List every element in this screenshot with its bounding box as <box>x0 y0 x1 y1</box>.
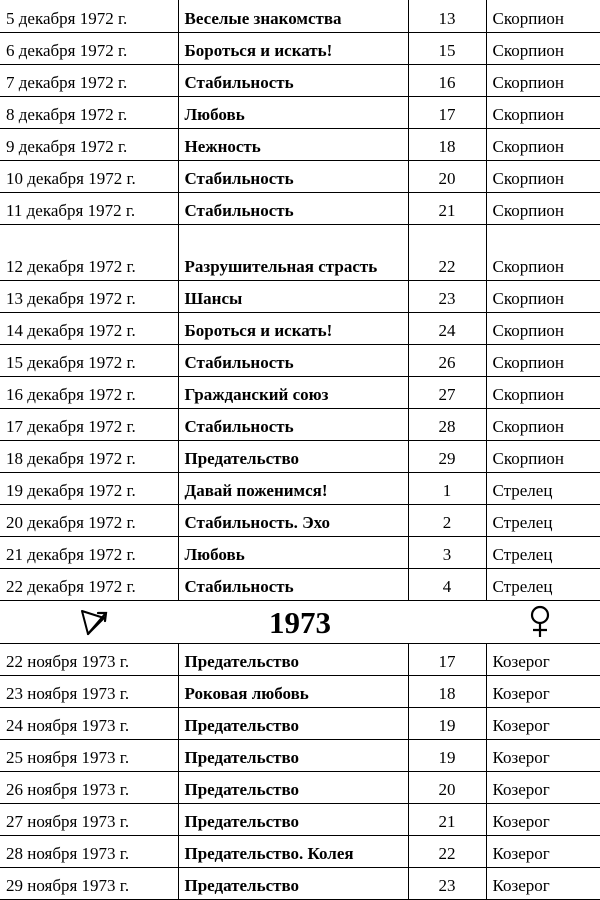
title-cell: Предательство <box>178 707 408 739</box>
sign-cell: Козерог <box>486 803 600 835</box>
title-cell: Нежность <box>178 128 408 160</box>
number-cell: 17 <box>408 643 486 675</box>
table-row <box>0 96 600 128</box>
title-cell: Бороться и искать! <box>178 32 408 64</box>
number-cell: 20 <box>408 771 486 803</box>
year-label: 1973 <box>269 604 331 640</box>
date-cell: 26 ноября 1973 г. <box>0 771 178 803</box>
number-cell: 21 <box>408 192 486 224</box>
number-cell: 23 <box>408 867 486 899</box>
table-row <box>0 739 600 771</box>
date-cell: 27 ноября 1973 г. <box>0 803 178 835</box>
date-cell: 22 декабря 1972 г. <box>0 568 178 600</box>
sign-cell: Скорпион <box>486 160 600 192</box>
sign-cell: Скорпион <box>486 376 600 408</box>
date-cell: 25 ноября 1973 г. <box>0 739 178 771</box>
date-cell: 20 декабря 1972 г. <box>0 504 178 536</box>
date-cell: 16 декабря 1972 г. <box>0 376 178 408</box>
table-row <box>0 0 600 32</box>
sign-cell: Козерог <box>486 739 600 771</box>
table-row <box>0 675 600 707</box>
table-row <box>0 568 600 600</box>
title-cell: Предательство <box>178 643 408 675</box>
title-cell: Предательство <box>178 440 408 472</box>
date-cell: 13 декабря 1972 г. <box>0 280 178 312</box>
number-cell: 18 <box>408 675 486 707</box>
title-cell: Предательство <box>178 739 408 771</box>
title-cell: Давай поженимся! <box>178 472 408 504</box>
title-cell: Стабильность <box>178 568 408 600</box>
table-row <box>0 867 600 899</box>
date-cell: 23 ноября 1973 г. <box>0 675 178 707</box>
sign-cell: Стрелец <box>486 504 600 536</box>
sign-cell: Скорпион <box>486 440 600 472</box>
title-cell: Шансы <box>178 280 408 312</box>
sign-cell: Скорпион <box>486 280 600 312</box>
number-cell: 19 <box>408 739 486 771</box>
title-cell: Стабильность <box>178 192 408 224</box>
number-cell: 21 <box>408 803 486 835</box>
sign-cell: Скорпион <box>486 64 600 96</box>
date-cell: 22 ноября 1973 г. <box>0 643 178 675</box>
table-row <box>0 440 600 472</box>
table-row <box>0 408 600 440</box>
number-cell: 4 <box>408 568 486 600</box>
table-row <box>0 504 600 536</box>
title-cell: Стабильность <box>178 64 408 96</box>
table-row <box>0 376 600 408</box>
sign-cell: Стрелец <box>486 472 600 504</box>
sign-cell: Скорпион <box>486 192 600 224</box>
sign-cell: Скорпион <box>486 96 600 128</box>
title-cell: Бороться и искать! <box>178 312 408 344</box>
sign-cell: Козерог <box>486 675 600 707</box>
title-cell: Стабильность <box>178 160 408 192</box>
venus-symbol-icon <box>528 605 552 639</box>
date-cell: 5 декабря 1972 г. <box>0 0 178 32</box>
sign-cell: Стрелец <box>486 568 600 600</box>
number-cell: 13 <box>408 0 486 32</box>
date-cell: 10 декабря 1972 г. <box>0 160 178 192</box>
date-cell: 7 декабря 1972 г. <box>0 64 178 96</box>
title-cell: Предательство <box>178 867 408 899</box>
table-row <box>0 312 600 344</box>
sign-cell: Скорпион <box>486 0 600 32</box>
table-row <box>0 224 600 280</box>
table-row <box>0 771 600 803</box>
date-cell: 28 ноября 1973 г. <box>0 835 178 867</box>
date-cell: 12 декабря 1972 г. <box>0 224 178 280</box>
table-row <box>0 536 600 568</box>
sign-cell: Козерог <box>486 643 600 675</box>
date-cell: 15 декабря 1972 г. <box>0 344 178 376</box>
title-cell: Стабильность <box>178 408 408 440</box>
number-cell: 18 <box>408 128 486 160</box>
title-cell: Предательство <box>178 771 408 803</box>
title-cell: Стабильность <box>178 344 408 376</box>
table-row <box>0 32 600 64</box>
number-cell: 16 <box>408 64 486 96</box>
title-cell: Роковая любовь <box>178 675 408 707</box>
sign-cell: Козерог <box>486 835 600 867</box>
date-cell: 24 ноября 1973 г. <box>0 707 178 739</box>
number-cell: 22 <box>408 224 486 280</box>
table-row <box>0 803 600 835</box>
title-cell: Гражданский союз <box>178 376 408 408</box>
title-cell: Разрушительная страсть <box>178 224 408 280</box>
date-cell: 18 декабря 1972 г. <box>0 440 178 472</box>
title-cell: Веселые знакомства <box>178 0 408 32</box>
sign-cell: Скорпион <box>486 344 600 376</box>
date-cell: 21 декабря 1972 г. <box>0 536 178 568</box>
number-cell: 2 <box>408 504 486 536</box>
date-cell: 14 декабря 1972 г. <box>0 312 178 344</box>
number-cell: 26 <box>408 344 486 376</box>
number-cell: 22 <box>408 835 486 867</box>
number-cell: 23 <box>408 280 486 312</box>
number-cell: 1 <box>408 472 486 504</box>
sign-cell: Скорпион <box>486 408 600 440</box>
number-cell: 3 <box>408 536 486 568</box>
table-row <box>0 128 600 160</box>
sign-cell: Козерог <box>486 771 600 803</box>
number-cell: 28 <box>408 408 486 440</box>
title-cell: Любовь <box>178 96 408 128</box>
date-cell: 19 декабря 1972 г. <box>0 472 178 504</box>
sign-cell: Скорпион <box>486 32 600 64</box>
number-cell: 15 <box>408 32 486 64</box>
number-cell: 19 <box>408 707 486 739</box>
date-cell: 29 ноября 1973 г. <box>0 867 178 899</box>
table-row <box>0 707 600 739</box>
table-row <box>0 160 600 192</box>
sign-cell: Козерог <box>486 867 600 899</box>
table-row <box>0 192 600 224</box>
title-cell: Стабильность. Эхо <box>178 504 408 536</box>
table-row <box>0 64 600 96</box>
number-cell: 20 <box>408 160 486 192</box>
date-cell: 6 декабря 1972 г. <box>0 32 178 64</box>
table-row <box>0 280 600 312</box>
date-cell: 8 декабря 1972 г. <box>0 96 178 128</box>
title-cell: Предательство <box>178 803 408 835</box>
table-1973 <box>0 643 600 900</box>
sign-cell: Стрелец <box>486 536 600 568</box>
sign-cell: Скорпион <box>486 224 600 280</box>
title-cell: Любовь <box>178 536 408 568</box>
sign-cell: Скорпион <box>486 312 600 344</box>
table-row <box>0 643 600 675</box>
date-cell: 11 декабря 1972 г. <box>0 192 178 224</box>
number-cell: 24 <box>408 312 486 344</box>
title-cell: Предательство. Колея <box>178 835 408 867</box>
sign-cell: Козерог <box>486 707 600 739</box>
number-cell: 27 <box>408 376 486 408</box>
number-cell: 29 <box>408 440 486 472</box>
date-cell: 9 декабря 1972 г. <box>0 128 178 160</box>
number-cell: 17 <box>408 96 486 128</box>
table-row <box>0 344 600 376</box>
table-row <box>0 472 600 504</box>
date-cell: 17 декабря 1972 г. <box>0 408 178 440</box>
year-header <box>0 601 600 643</box>
sign-cell: Скорпион <box>486 128 600 160</box>
table-row <box>0 835 600 867</box>
